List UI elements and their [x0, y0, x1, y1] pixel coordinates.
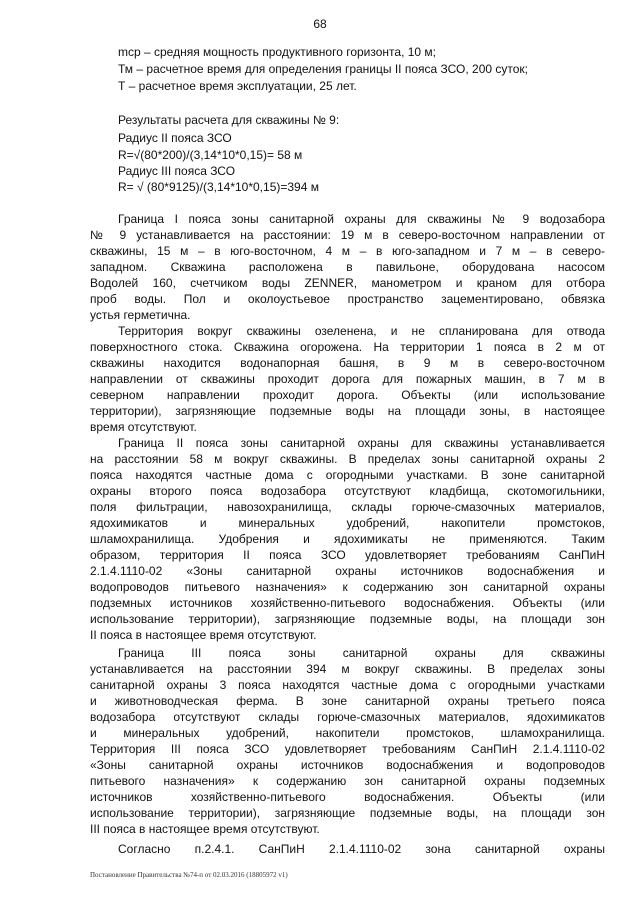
body-text-line: поля фильтрации, навозохранилища, склады горюче-смазочных материалов,: [90, 500, 605, 514]
body-text-line: Согласно п.2.4.1. СанПиН 2.1.4.1110-02 зона санитарной охраны: [118, 842, 605, 856]
body-text-line: скважины находится водонапорная башня, в 9 м в северо-восточном: [90, 356, 605, 370]
body-text-line: устанавливается на расстоянии 394 м вокруг скважины. В пределах зоны: [90, 662, 605, 676]
footer-note: Постановление Правительства №74-п от 02.03.2016 (18805972 v1): [90, 871, 288, 879]
body-text-line: скважины, 15 м – в юго-восточном, 4 м – в юго-западном и 7 м – в северо-: [90, 244, 605, 258]
body-text-line: № 9 устанавливается на расстоянии: 19 м в северо-восточном направлении от: [90, 228, 605, 242]
body-text-line: время отсутствуют.: [90, 420, 197, 434]
body-text-line: и животноводческая ферма. В зоне санитарной охраны третьего пояса: [90, 694, 605, 708]
body-text-line: II пояса в настоящее время отсутствуют.: [90, 628, 317, 642]
body-text-line: западном. Скважина расположена в павильоне, оборудована насосом: [90, 260, 605, 274]
body-text-line: водопроводов питьевого назначения» к содержанию зон санитарной охраны: [90, 580, 605, 594]
body-text-line: Территория вокруг скважины озеленена, и не спланирована для отвода: [118, 324, 605, 338]
body-text-line: Граница III пояса зоны санитарной охраны для скважины: [118, 646, 605, 660]
body-text-line: санитарной охраны 3 пояса находятся частные дома с огородными участками: [90, 678, 605, 692]
body-text-line: III пояса в настоящее время отсутствуют.: [90, 822, 320, 836]
result-line: Радиус II пояса ЗСО: [118, 131, 232, 145]
body-text-line: ядохимикатов и минеральных удобрений, накопители промстоков,: [90, 516, 605, 530]
body-text-line: «Зоны санитарной охраны источников водоснабжения и водопроводов: [90, 758, 605, 772]
body-text-line: шламохранилища. Удобрения и ядохимикаты не применяются. Таким: [90, 532, 605, 546]
definition-line: Т – расчетное время эксплуатации, 25 лет.: [118, 79, 357, 93]
body-text-line: использование территории), загрязняющие подземные воды, на площади зон: [90, 806, 605, 820]
definition-line: Тм – расчетное время для определения границы II пояса ЗСО, 200 суток;: [118, 62, 529, 76]
body-text-line: на расстоянии 58 м вокруг скважины. В пределах зоны санитарной охраны 2: [90, 452, 605, 466]
body-text-line: поверхностного стока. Скважина огорожена. На территории 1 пояса в 2 м от: [90, 340, 605, 354]
result-line: Результаты расчета для скважины № 9:: [118, 113, 340, 127]
body-text-line: устья герметична.: [90, 308, 191, 322]
body-text-line: Граница II пояса зоны санитарной охраны для скважины устанавливается: [118, 436, 605, 450]
body-text-line: питьевого назначения» к содержанию зон санитарной охраны подземных: [90, 774, 605, 788]
result-line: R= √ (80*9125)/(3,14*10*0,15)=394 м: [118, 180, 319, 194]
body-text-line: охраны второго пояса водозабора отсутствуют кладбища, скотомогильники,: [90, 484, 605, 498]
body-text-line: подземных источников хозяйственно-питьевого водоснабжения. Объекты (или: [90, 596, 605, 610]
body-text-line: направлении от скважины проходит дорога для пожарных машин, в 7 м в: [90, 372, 605, 386]
body-text-line: образом, территория II пояса ЗСО удовлетворяет требованиям СанПиН: [90, 548, 605, 562]
body-text-line: водозабора отсутствуют склады горюче-смазочных материалов, ядохимикатов: [90, 710, 605, 724]
body-text-line: северном направлении проходит дорога. Объекты (или использование: [90, 388, 605, 402]
body-text-line: территории), загрязняющие подземные воды на площади зоны, в настоящее: [90, 404, 605, 418]
result-line: R=√(80*200)/(3,14*10*0,15)= 58 м: [118, 148, 303, 162]
body-text-line: источников хозяйственно-питьевого водоснабжения. Объекты (или: [90, 790, 605, 804]
definition-line: mcp – средняя мощность продуктивного горизонта, 10 м;: [118, 45, 436, 59]
result-line: Радиус III пояса ЗСО: [118, 164, 236, 178]
page-number: 68: [313, 17, 327, 31]
body-text-line: пояса находятся частные дома с огородными участками. В зоне санитарной: [90, 468, 605, 482]
body-text-line: Водолей 160, счетчиком воды ZENNER, манометром и краном для отбора: [90, 276, 605, 290]
body-text-line: использование территории), загрязняющие подземные воды, на площади зон: [90, 612, 605, 626]
body-text-line: Территория III пояса ЗСО удовлетворяет требованиям СанПиН 2.1.4.1110-02: [90, 742, 605, 756]
body-text-line: 2.1.4.1110-02 «Зоны санитарной охраны источников водоснабжения и: [90, 564, 605, 578]
body-text-line: проб воды. Пол и околоустьевое пространство зацементировано, обвязка: [90, 292, 605, 306]
body-text-line: и минеральных удобрений, накопители промстоков, шламохранилища.: [90, 726, 605, 740]
body-text-line: Граница I пояса зоны санитарной охраны для скважины № 9 водозабора: [118, 212, 605, 226]
